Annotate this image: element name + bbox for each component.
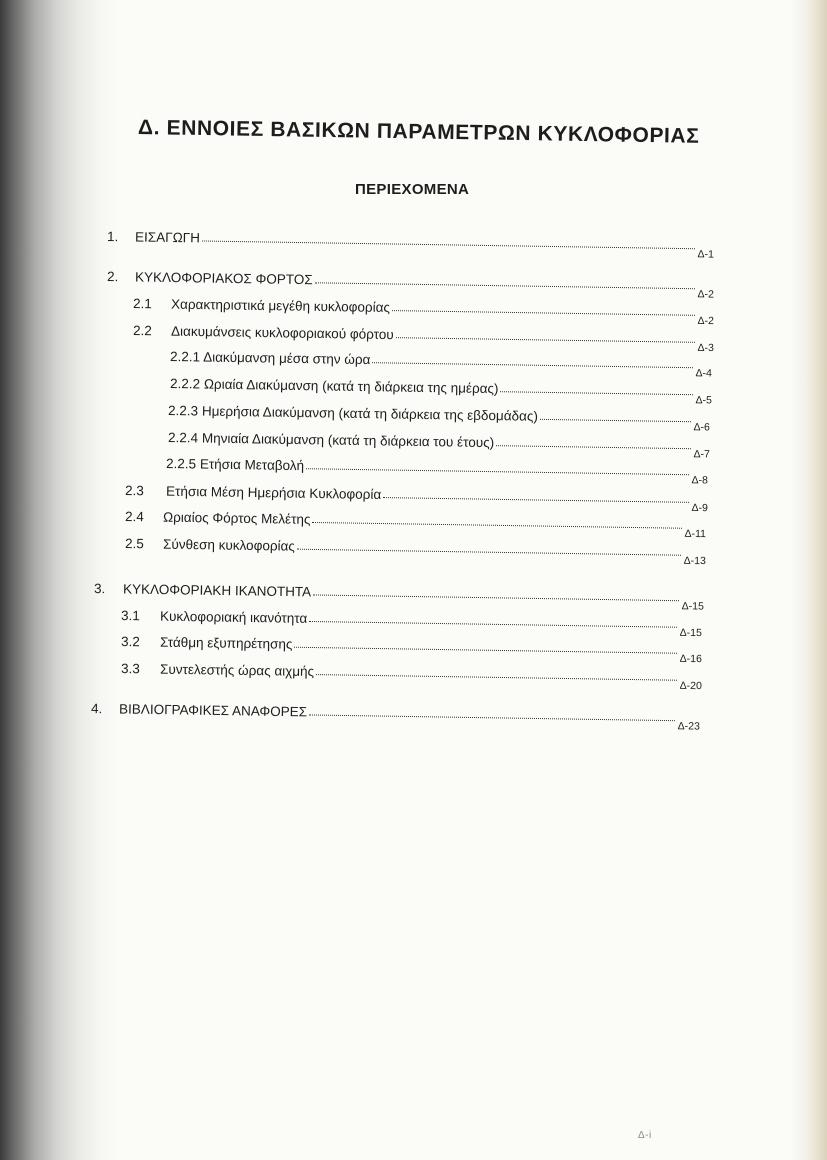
contents-heading: ΠΕΡΙΕΧΟΜΕΝΑ bbox=[355, 181, 470, 198]
dot-leader bbox=[540, 419, 691, 422]
toc-entry-label: 2.2.1 Διακύμανση μέσα στην ώρα bbox=[170, 349, 371, 368]
toc-entry-2-2-1 bbox=[170, 341, 715, 380]
dot-leader bbox=[315, 282, 695, 289]
toc-entry-number: 4. bbox=[91, 701, 103, 717]
toc-entry-page: Δ-13 bbox=[683, 554, 707, 568]
toc-entry-label: Συντελεστής ώρας αιχμής bbox=[159, 661, 315, 680]
dot-leader bbox=[313, 594, 679, 601]
toc-entry-number: 2. bbox=[107, 269, 119, 285]
dot-leader bbox=[309, 621, 677, 628]
toc-entry-number: 2.4 bbox=[125, 509, 145, 525]
toc-entry-number: 3.3 bbox=[121, 661, 141, 677]
toc-entry-page: Δ-8 bbox=[691, 474, 709, 487]
toc-entry-4 bbox=[91, 694, 701, 733]
toc-entry-2-5 bbox=[125, 529, 707, 568]
dot-leader bbox=[297, 549, 681, 556]
toc-entry-number: 3.1 bbox=[121, 608, 141, 624]
dot-leader bbox=[309, 714, 675, 721]
toc-entry-number: 2.5 bbox=[125, 536, 145, 552]
dot-leader bbox=[383, 497, 688, 503]
dot-leader bbox=[202, 240, 695, 249]
toc-entry-number: 2.1 bbox=[133, 296, 153, 312]
toc-entry-2-2-2 bbox=[170, 369, 713, 407]
toc-entry-3-3 bbox=[121, 654, 703, 693]
dot-leader bbox=[312, 522, 681, 529]
toc-entry-label: Ετήσια Μέση Ημερήσια Κυκλοφορία bbox=[165, 483, 382, 503]
toc-entry-label: ΚΥΚΛΟΦΟΡΙΑΚΟΣ ΦΟΡΤΟΣ bbox=[134, 269, 313, 288]
toc-entry-1 bbox=[107, 222, 715, 261]
toc-entry-number: 3. bbox=[94, 581, 106, 597]
toc-entry-label: Διακυμάνσεις κυκλοφοριακού φόρτου bbox=[170, 323, 394, 343]
toc-entry-label: ΚΥΚΛΟΦΟΡΙΑΚΗ ΙΚΑΝΟΤΗΤΑ bbox=[122, 581, 312, 600]
toc-entry-2 bbox=[107, 262, 715, 301]
toc-entry-number: 1. bbox=[107, 229, 119, 245]
toc-entry-page: Δ-2 bbox=[697, 288, 715, 301]
dot-leader bbox=[316, 674, 677, 681]
document-title: Δ. ΕΝΝΟΙΕΣ ΒΑΣΙΚΩΝ ΠΑΡΑΜΕΤΡΩΝ ΚΥΚΛΟΦΟΡΙΑΣ bbox=[137, 116, 700, 148]
toc-entry-number: 2.2 bbox=[133, 323, 153, 339]
toc-entry-2-2-4 bbox=[168, 423, 711, 461]
toc-entry-page: Δ-15 bbox=[679, 626, 703, 640]
toc-entry-page: Δ-3 bbox=[697, 341, 715, 355]
dot-leader bbox=[306, 468, 689, 475]
toc-entry-page: Δ-20 bbox=[679, 679, 703, 693]
toc-entry-page: Δ-7 bbox=[693, 448, 711, 461]
toc-entry-3-2 bbox=[121, 627, 703, 666]
toc-entry-label: 2.2.3 Ημερήσια Διακύμανση (κατά τη διάρκεια της εβδομάδας) bbox=[168, 403, 539, 424]
dot-leader bbox=[396, 337, 695, 343]
toc-entry-label: ΕΙΣΑΓΩΓΗ bbox=[134, 229, 201, 246]
toc-entry-page: Δ-5 bbox=[695, 394, 713, 407]
toc-entry-number: 2.3 bbox=[125, 483, 145, 499]
toc-entry-page: Δ-6 bbox=[693, 421, 711, 434]
page-number: Δ-i bbox=[638, 1130, 652, 1141]
toc-entry-page: Δ-1 bbox=[697, 248, 715, 261]
toc-entry-label: ΒΙΒΛΙΟΓΡΑΦΙΚΕΣ ΑΝΑΦΟΡΕΣ bbox=[118, 701, 308, 720]
toc-entry-label: 2.2.5 Ετήσια Μεταβολή bbox=[166, 456, 305, 474]
toc-entry-page: Δ-2 bbox=[697, 314, 715, 328]
toc-entry-2-2-3 bbox=[168, 394, 713, 434]
toc-entry-label: Σύνθεση κυκλοφορίας bbox=[162, 536, 296, 554]
dot-leader bbox=[372, 362, 692, 368]
toc-entry-page: Δ-16 bbox=[679, 652, 703, 666]
toc-entry-label: 2.2.4 Μηνιαία Διακύμανση (κατά τη διάρκεια του έτους) bbox=[168, 430, 495, 451]
toc-entry-number: 3.2 bbox=[121, 634, 141, 650]
toc-entry-page: Δ-9 bbox=[691, 501, 709, 515]
toc-entry-2-4 bbox=[125, 501, 709, 541]
toc-entry-2-1 bbox=[133, 289, 715, 328]
toc-entry-2-2-5 bbox=[166, 448, 711, 487]
toc-entry-label: Κυκλοφοριακή ικανότητα bbox=[159, 608, 308, 626]
dot-leader bbox=[500, 391, 692, 395]
toc-entry-page: Δ-15 bbox=[681, 600, 705, 613]
dot-leader bbox=[496, 445, 691, 449]
toc-entry-label: Ωριαίος Φόρτος Μελέτης bbox=[162, 509, 311, 527]
toc-entry-label: Χαρακτηριστικά μεγέθη κυκλοφορίας bbox=[170, 296, 391, 316]
dot-leader bbox=[392, 310, 695, 316]
toc-entry-page: Δ-23 bbox=[677, 720, 701, 733]
dot-leader bbox=[294, 647, 676, 654]
toc-entry-3 bbox=[94, 574, 705, 613]
toc-entry-page: Δ-4 bbox=[695, 367, 713, 380]
toc-entry-label: 2.2.2 Ωριαία Διακύμανση (κατά τη διάρκεια της ημέρας) bbox=[170, 376, 499, 397]
toc-entry-label: Στάθμη εξυπηρέτησης bbox=[159, 634, 293, 652]
toc-entry-page: Δ-11 bbox=[684, 527, 707, 541]
